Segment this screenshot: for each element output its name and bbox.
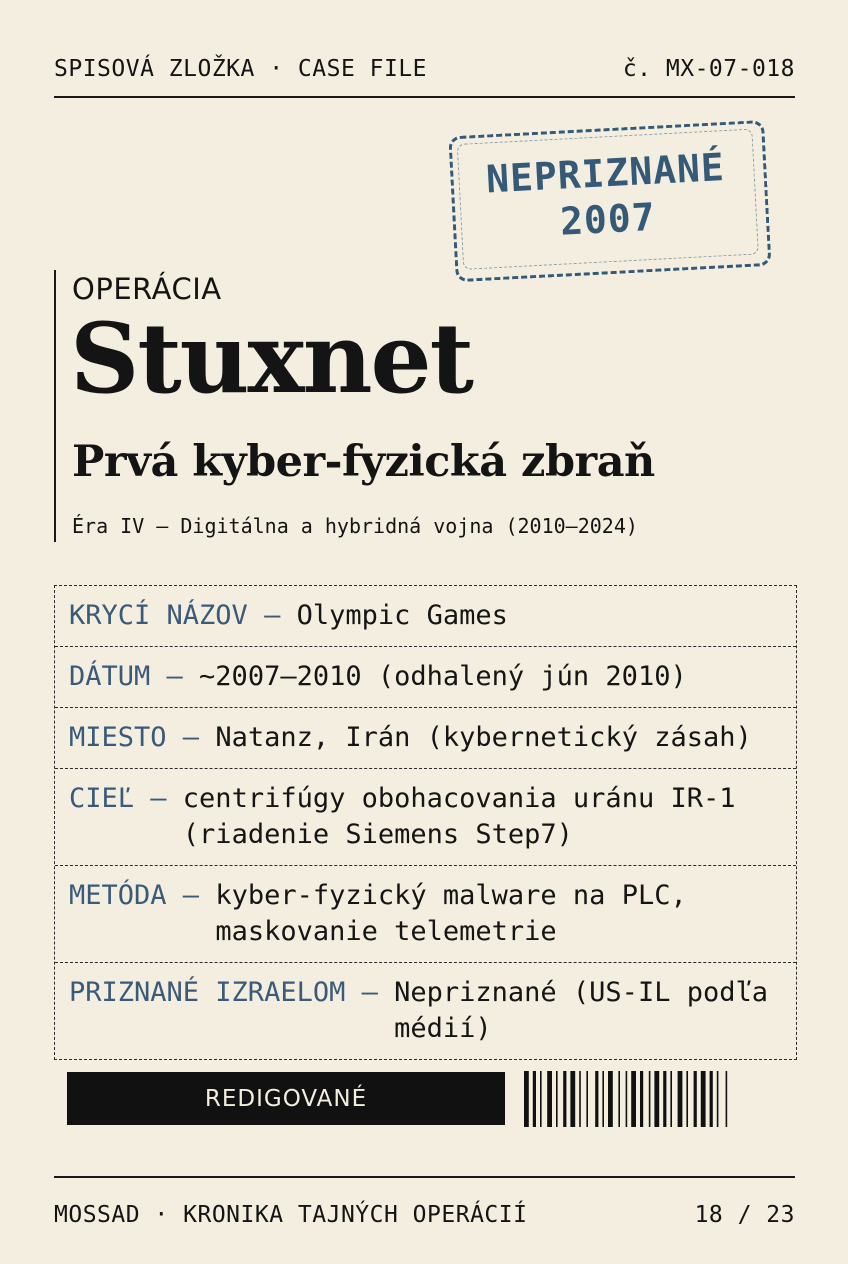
fact-value: Olympic Games bbox=[296, 600, 508, 631]
fact-row-target bbox=[55, 769, 796, 866]
classification-stamp bbox=[448, 120, 775, 287]
fact-value: ~2007–2010 (odhalený jún 2010) bbox=[199, 661, 687, 692]
stamp-line-1: NEPRIZNANÉ bbox=[485, 145, 726, 202]
footer-series: MOSSAD · KRONIKA TAJNÝCH OPERÁCIÍ bbox=[54, 1202, 528, 1228]
barcode-bar bbox=[626, 1071, 628, 1127]
barcode-bar bbox=[670, 1071, 672, 1127]
page-title: Stuxnet bbox=[70, 302, 472, 415]
fact-value: centrifúgy obohacovania uránu IR-1 (riadenie Siemens Step7) bbox=[182, 783, 736, 850]
barcode-bar bbox=[654, 1071, 659, 1127]
fact-label: CIEĽ — bbox=[69, 783, 183, 814]
barcode-bar bbox=[540, 1071, 542, 1127]
title-block bbox=[54, 270, 816, 542]
barcode-bar bbox=[524, 1071, 529, 1127]
barcode-bar bbox=[602, 1071, 604, 1127]
barcode-bar bbox=[608, 1071, 613, 1127]
fact-row-admitted bbox=[55, 963, 796, 1059]
barcode-bar bbox=[678, 1071, 683, 1127]
barcode-bar bbox=[631, 1071, 636, 1127]
barcode-bar bbox=[547, 1071, 552, 1127]
redacted-label: REDIGOVANÉ bbox=[204, 1085, 368, 1112]
barcode-bar bbox=[618, 1071, 620, 1127]
stamp-line-2: 2007 bbox=[558, 194, 657, 244]
barcode-bar bbox=[726, 1071, 728, 1127]
stamp-text bbox=[449, 142, 763, 250]
redacted-bar bbox=[67, 1072, 505, 1125]
fact-label: MIESTO — bbox=[69, 722, 216, 753]
fact-row-codename bbox=[55, 586, 796, 647]
fact-label: METÓDA — bbox=[69, 880, 216, 911]
fact-row-date bbox=[55, 647, 796, 708]
barcode-bar bbox=[710, 1071, 713, 1127]
footer bbox=[54, 1176, 795, 1228]
barcode-icon bbox=[524, 1071, 786, 1127]
barcode-bar bbox=[649, 1071, 651, 1127]
barcode-bar bbox=[586, 1071, 588, 1127]
barcode-bar bbox=[663, 1071, 666, 1127]
fact-label: DÁTUM — bbox=[69, 661, 200, 692]
barcode-bar bbox=[694, 1071, 697, 1127]
barcode-bar bbox=[595, 1071, 598, 1127]
header bbox=[54, 56, 795, 98]
barcode-bar bbox=[556, 1071, 558, 1127]
barcode-bar bbox=[533, 1071, 536, 1127]
fact-value: Nepriznané (US-IL podľa médií) bbox=[394, 977, 768, 1044]
barcode-bar bbox=[570, 1071, 575, 1127]
fact-value: Natanz, Irán (kybernetický zásah) bbox=[215, 722, 752, 753]
fact-label: PRIZNANÉ IZRAELOM — bbox=[69, 977, 395, 1008]
barcode-bar bbox=[686, 1071, 688, 1127]
page-number: 18 / 23 bbox=[694, 1202, 795, 1228]
barcode-bar bbox=[640, 1071, 643, 1127]
fact-row-location bbox=[55, 708, 796, 769]
barcode-bar bbox=[717, 1071, 719, 1127]
barcode-bar bbox=[701, 1071, 706, 1127]
case-number: č. MX-07-018 bbox=[622, 56, 795, 82]
eyebrow: OPERÁCIA bbox=[72, 272, 222, 306]
header-label: SPISOVÁ ZLOŽKA · CASE FILE bbox=[54, 56, 428, 82]
fact-row-method bbox=[55, 866, 796, 963]
barcode-bar bbox=[579, 1071, 581, 1127]
barcode-bar bbox=[563, 1071, 566, 1127]
fact-value: kyber-fyzický malware na PLC, maskovanie telemetrie bbox=[215, 880, 687, 947]
facts-table bbox=[54, 585, 797, 1060]
era-line: Éra IV — Digitálna a hybridná vojna (2010–2024) bbox=[72, 514, 638, 538]
page-subtitle: Prvá kyber-fyzická zbraň bbox=[72, 437, 655, 487]
fact-label: KRYCÍ NÁZOV — bbox=[69, 600, 297, 631]
